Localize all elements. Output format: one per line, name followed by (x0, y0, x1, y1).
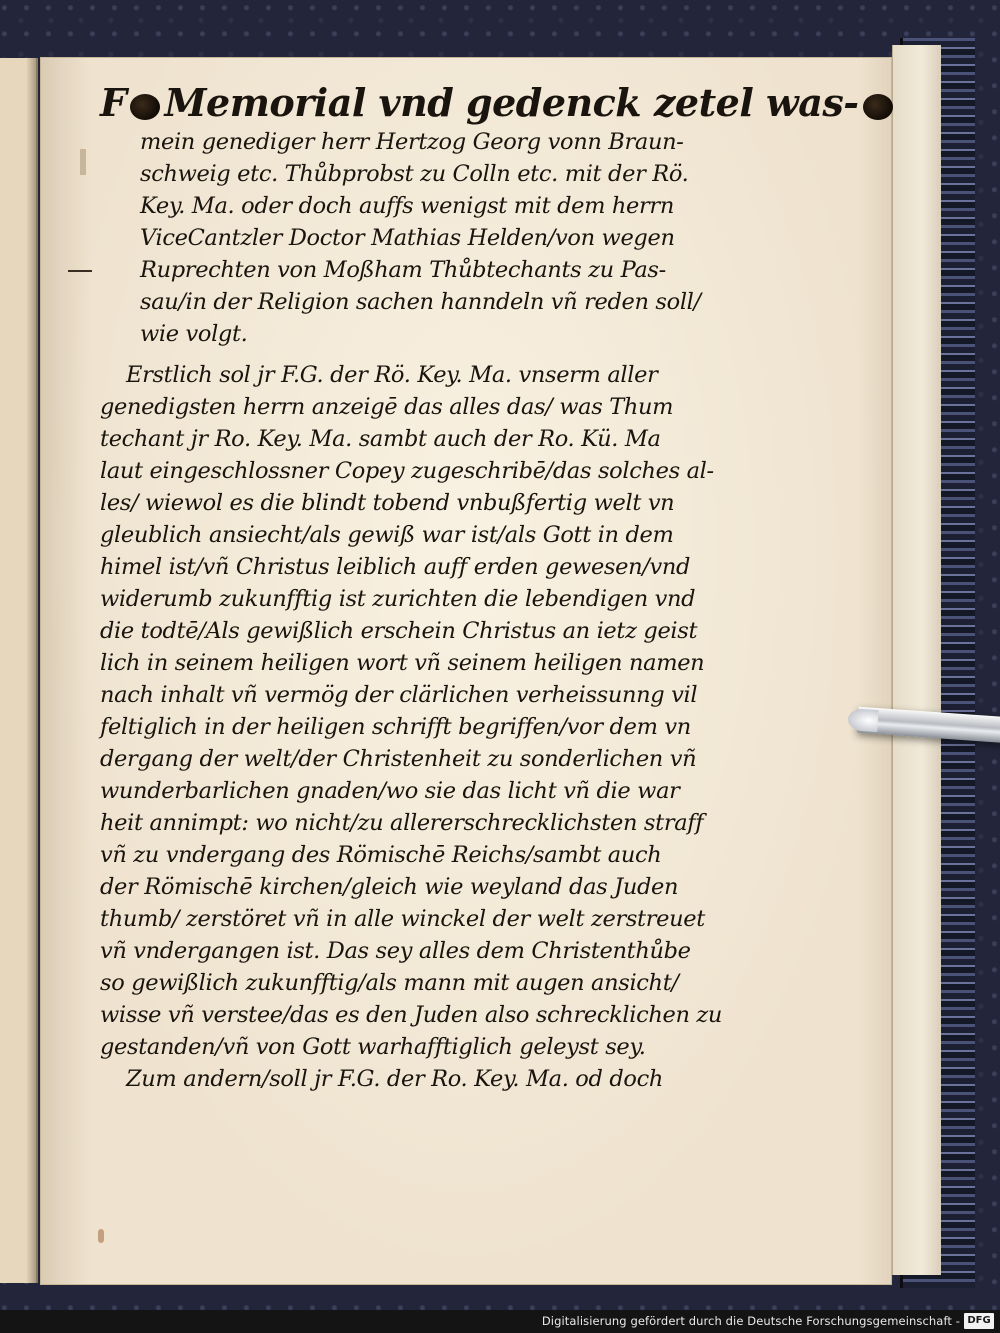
body-line: genedigsten herrn anzeigē das alles das/ was Thum (100, 394, 674, 420)
heading-line: ViceCantzler Doctor Mathias Helden/von wegen (140, 225, 675, 251)
ornament-leaf-icon (863, 94, 893, 120)
footer-credit: Digitalisierung gefördert durch die Deutsche Forschungsgemeinschaft - (541, 1314, 960, 1328)
body-line: nach inhalt vñ vermög der clärlichen verheissunng vil (100, 682, 698, 708)
heading-line: sau/in der Religion sachen hanndeln vñ reden soll/ (140, 289, 701, 315)
body-line: vñ zu vndergang des Römischē Reichs/sambt auch (100, 842, 662, 868)
body-line: der Römischē kirchen/gleich wie weyland das Juden (100, 874, 679, 900)
body-line: die todtē/Als gewißlich erschein Christus an ietz geist (100, 618, 698, 644)
margin-dash (68, 270, 92, 272)
body-line: les/ wiewol es die blindt tobend vnbußfertig welt vn (100, 490, 675, 516)
body-line: dergang der welt/der Christenheit zu sonderlichen vñ (100, 746, 697, 772)
body-line: gestanden/vñ von Gott warhafftiglich geleyst sey. (100, 1034, 646, 1060)
page-stain (98, 1229, 104, 1243)
text-block (100, 80, 859, 1095)
heading-line: Ruprechten von Moßham Thůbtechants zu Pas- (140, 257, 666, 283)
body-line: Erstlich sol jr F.G. der Rö. Key. Ma. vnserm aller (126, 362, 658, 388)
page-block-edge (892, 45, 941, 1275)
body-paragraph (100, 359, 723, 1063)
body-line: thumb/ zerstöret vñ in alle winckel der welt zerstreuet (100, 906, 705, 932)
body-line: wunderbarlichen gnaden/wo sie das licht vñ die war (100, 778, 680, 804)
heading-line: schweig etc. Thůbprobst zu Colln etc. mit der Rö. (140, 161, 689, 187)
heading-line: mein genediger herr Hertzog Georg vonn Braun- (140, 129, 684, 155)
body-line: gleublich ansiecht/als gewiß war ist/als Gott in dem (100, 522, 674, 548)
heading-line: wie volgt. (140, 321, 248, 347)
body-line: laut eingeschlossner Copey zugeschribē/das solches al- (100, 458, 714, 484)
body-line: wisse vñ verstee/das es den Juden also schrecklichen zu (100, 1002, 723, 1028)
left-page-edge (0, 58, 38, 1283)
body-line: heit annimpt: wo nicht/zu allererschrecklichsten straff (100, 810, 704, 836)
second-paragraph-start: Zum andern/soll jr F.G. der Ro. Key. Ma. od doch (126, 1066, 663, 1092)
heading-lines (100, 126, 720, 350)
body-line: so gewißlich zukunfftig/als mann mit augen ansicht/ (100, 970, 679, 996)
page-margin-mark (80, 149, 86, 175)
body-line: widerumb zukunfftig ist zurichten die lebendigen vnd (100, 586, 696, 612)
body-line: lich in seinem heiligen wort vñ seinem heiligen namen (100, 650, 705, 676)
document-heading: F Memorial vnd gedenck zetel was- (100, 80, 720, 126)
heading-line: Key. Ma. oder doch auffs wenigst mit dem herrn (140, 193, 674, 219)
ornament-leaf-icon (130, 94, 160, 120)
body-line: techant jr Ro. Key. Ma. sambt auch der Ro. Kü. Ma (100, 426, 661, 452)
heading-title: Memorial vnd gedenck zetel was (164, 80, 844, 125)
body-line: vñ vndergangen ist. Das sey alles dem Christenthůbe (100, 938, 691, 964)
footer-bar (0, 1310, 1000, 1333)
body-line: himel ist/vñ Christus leiblich auff erden gewesen/vnd (100, 554, 691, 580)
dfg-logo: DFG (964, 1313, 994, 1329)
body-line: feltiglich in der heiligen schrifft begriffen/vor dem vn (100, 714, 691, 740)
